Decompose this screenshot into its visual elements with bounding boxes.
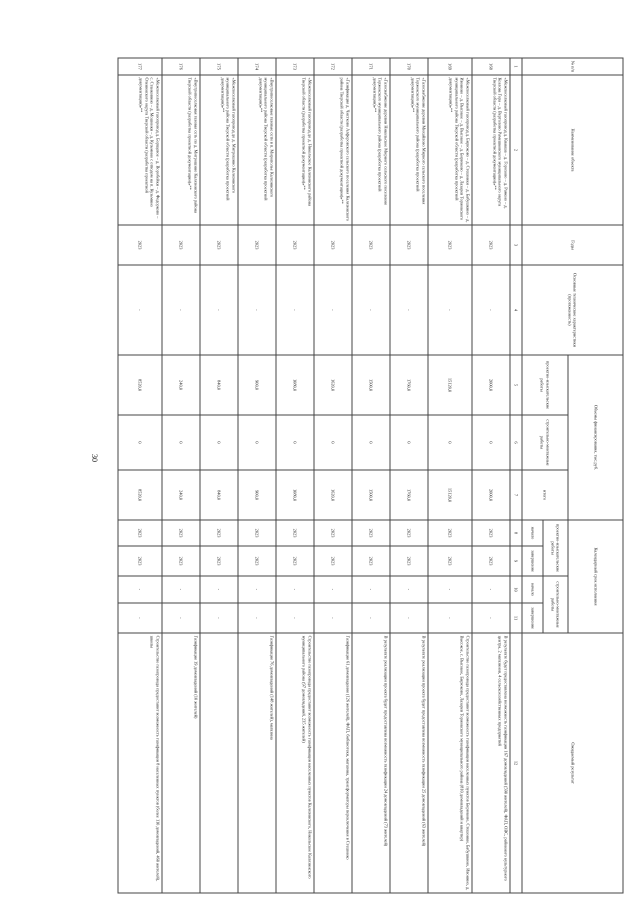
pir-end-cell: 2023 (238, 546, 276, 576)
header-no: № п/п (522, 58, 623, 75)
smr-start-cell: - (238, 576, 276, 603)
row-number-cell: 174 (238, 58, 276, 75)
design-cost-cell: 1760,0 (390, 355, 428, 415)
column-number: 12 (510, 633, 522, 893)
construction-cost-cell: 0 (162, 415, 200, 470)
pir-start-cell: 2023 (162, 520, 200, 546)
total-cost-cell: 240,0 (162, 470, 200, 520)
object-name-cell: «Межпоселковый газопровод д. Квакша – д. Горохово – д. Рамено – д. Козлова Гора – д. Вертолово Рамешковского муниципального округа Тверской области (разработка проектной документации)»** (472, 75, 510, 225)
object-name-cell: «Внутрипоселковые газовые сети в п. Мирополье Калязинского муниципального района Тверской области (разработка проектной документации)»** (238, 75, 276, 225)
smr-start-cell: - (200, 576, 238, 603)
pir-start-cell: 2023 (352, 520, 390, 546)
pir-end-cell: 2023 (472, 546, 510, 576)
specs-cell: - (390, 265, 428, 355)
table-row (162, 58, 200, 893)
specs-cell: - (472, 265, 510, 355)
row-number-cell: 173 (276, 58, 314, 75)
rotated-table-wrapper (118, 57, 623, 892)
header-smr-end: завершение (522, 603, 543, 633)
construction-cost-cell: 0 (276, 415, 314, 470)
pir-start-cell: 2023 (428, 520, 472, 546)
pir-start-cell: 2023 (118, 520, 162, 546)
header-years: Годы (522, 225, 623, 265)
smr-start-cell: - (428, 576, 472, 603)
design-cost-cell: 15120,0 (428, 355, 472, 415)
column-number: 8 (510, 520, 522, 546)
header-schedule: Календарный срок исполнения (568, 520, 623, 633)
pir-start-cell: 2023 (314, 520, 352, 546)
smr-start-cell: - (118, 576, 162, 603)
expected-result-cell (200, 633, 238, 893)
table-row (352, 58, 390, 893)
smr-end-cell: - (238, 603, 276, 633)
years-cell: 2023 (162, 225, 200, 265)
row-number-cell: 169 (428, 58, 472, 75)
table-row (472, 58, 510, 893)
table-row (390, 58, 428, 893)
construction-cost-cell: 0 (390, 415, 428, 470)
header-smr-start: начало (522, 576, 543, 603)
row-number-cell: 175 (200, 58, 238, 75)
smr-start-cell: - (472, 576, 510, 603)
expected-result-cell: В результате реализации проекта будет предоставлена возможность газификации 24 домовладений (73 жителей) (352, 633, 390, 893)
header-design-work: проектно-изыскательские работы (522, 355, 568, 415)
construction-cost-cell: 0 (472, 415, 510, 470)
pir-end-cell: 2023 (118, 546, 162, 576)
total-cost-cell: 15120,0 (428, 470, 472, 520)
column-number: 5 (510, 355, 522, 415)
construction-cost-cell: 0 (352, 415, 390, 470)
table-body (118, 58, 510, 893)
column-number: 10 (510, 576, 522, 603)
pir-start-cell: 2023 (200, 520, 238, 546)
total-cost-cell: 2000,0 (472, 470, 510, 520)
total-cost-cell: 1500,0 (352, 470, 390, 520)
investment-program-table (117, 57, 623, 893)
smr-start-cell: - (162, 576, 200, 603)
design-cost-cell: 1620,0 (314, 355, 352, 415)
design-cost-cell: 2000,0 (472, 355, 510, 415)
table-row (314, 58, 352, 893)
construction-cost-cell: 0 (200, 415, 238, 470)
column-number: 1 (510, 58, 522, 75)
object-name-cell: «Межпоселковый газопровод д. Бирюково – д. Стешонки – д. Бабушкино – д. Ивонино – д. Высокое – д. Высокое – д. Бирюково – д. Лазарев Торжокского муниципального района Тверской области (разработка проектной документации)»** (428, 75, 472, 225)
row-number-cell: 168 (472, 58, 510, 75)
construction-cost-cell: 0 (314, 415, 352, 470)
specs-cell: - (238, 265, 276, 355)
smr-end-cell: - (200, 603, 238, 633)
smr-start-cell: - (276, 576, 314, 603)
smr-end-cell: - (118, 603, 162, 633)
specs-cell: - (352, 265, 390, 355)
pir-end-cell: 2023 (162, 546, 200, 576)
pir-start-cell: 2023 (472, 520, 510, 546)
pir-end-cell: 2023 (428, 546, 472, 576)
total-cost-cell: 1620,0 (314, 470, 352, 520)
smr-end-cell: - (314, 603, 352, 633)
specs-cell: - (276, 265, 314, 355)
row-number-cell: 170 (390, 58, 428, 75)
smr-start-cell: - (390, 576, 428, 603)
column-number: 9 (510, 546, 522, 576)
years-cell: 2023 (428, 225, 472, 265)
expected-result-cell: В результате реализации проекта будет предоставлена возможность газификации 25 домовладений (63 жителей) (390, 633, 428, 893)
design-cost-cell: 840,0 (200, 355, 238, 415)
column-number: 3 (510, 225, 522, 265)
smr-end-cell: - (472, 603, 510, 633)
total-cost-cell: 1760,0 (390, 470, 428, 520)
pir-end-cell: 2023 (390, 546, 428, 576)
row-number-cell: 171 (352, 58, 390, 75)
smr-end-cell: - (428, 603, 472, 633)
total-cost-cell: 840,0 (200, 470, 238, 520)
design-cost-cell: 900,0 (238, 355, 276, 415)
header-result: Ожидаемый результат (522, 633, 623, 893)
total-cost-cell: 1080,0 (276, 470, 314, 520)
smr-start-cell: - (352, 576, 390, 603)
expected-result-cell: Строительство газопровода предоставит возможность газификации населенных пунктов Калязинского, Никольское Калязинского муниципального района (97 домовладений, 235 жителей) (276, 633, 314, 893)
years-cell: 2023 (472, 225, 510, 265)
header-pir-end: завершение (522, 546, 543, 576)
expected-result-cell: Газификация 19 домовладений (10 жителей) (162, 633, 200, 893)
specs-cell: - (118, 265, 162, 355)
header-construction-works: строительно-монтажные работы (543, 576, 568, 633)
table-row (276, 58, 314, 893)
design-cost-cell: 240,0 (162, 355, 200, 415)
column-number: 2 (510, 75, 522, 225)
smr-end-cell: - (276, 603, 314, 633)
smr-end-cell: - (352, 603, 390, 633)
specs-cell: - (200, 265, 238, 355)
table-row (238, 58, 276, 893)
row-number-cell: 176 (162, 58, 200, 75)
construction-cost-cell: 0 (238, 415, 276, 470)
years-cell: 2023 (238, 225, 276, 265)
specs-cell: - (428, 265, 472, 355)
expected-result-cell: Газификация 61 домовладения (126 жителей), ФАП, библиотеки, магазина, трансформаторы переключения в Стешонко (314, 633, 352, 893)
years-cell: 2023 (200, 225, 238, 265)
specs-cell: - (314, 265, 352, 355)
years-cell: 2023 (276, 225, 314, 265)
header-pir-start: начало (522, 520, 543, 546)
column-number: 11 (510, 603, 522, 633)
expected-result-cell: В результате будет предоставлена возможность газификации 167 домовладений (590 жителей), ФАП, ОВС, районного культурного центра, 2 магазинов, 4 сельскохозяйственных предприятий (472, 633, 510, 893)
column-numbers-row (510, 58, 522, 893)
smr-end-cell: - (162, 603, 200, 633)
years-cell: 2023 (352, 225, 390, 265)
specs-cell: - (162, 265, 200, 355)
construction-cost-cell: 0 (428, 415, 472, 470)
smr-end-cell: - (390, 603, 428, 633)
header-name: Наименование объекта (522, 75, 623, 225)
column-number: 6 (510, 415, 522, 470)
row-number-cell: 177 (118, 58, 162, 75)
object-name-cell: «Межпоселковый газопровод до д. Никольское Калязинского района Тверской области (разработка проектной документации)»** (276, 75, 314, 225)
pir-end-cell: 2023 (314, 546, 352, 576)
object-name-cell: «Газификация д. Чистково Алферовского сельского поселения Калязинского района Тверской области (разработка проектной документации)»** (314, 75, 352, 225)
header-specs: Основные технические характеристики (протяженность) (522, 265, 623, 355)
years-cell: 2023 (314, 225, 352, 265)
years-cell: 2023 (390, 225, 428, 265)
table-row (118, 58, 162, 893)
header-construction-work: строительно-монтажные работы (522, 415, 568, 470)
table-row (200, 58, 238, 893)
pir-end-cell: 2023 (276, 546, 314, 576)
design-cost-cell: 8520,0 (118, 355, 162, 415)
header-design-works: проектно-изыскательские работы (543, 520, 568, 576)
construction-cost-cell: 0 (118, 415, 162, 470)
total-cost-cell: 900,0 (238, 470, 276, 520)
expected-result-cell: Строительство газопровода предоставит возможность газификации 8 населенных пунктов (более 110 домовладений, 460 жителей), школы (118, 633, 162, 893)
expected-result-cell: Газификация 76 домовладений (148 жителей), магазина (238, 633, 276, 893)
table-row (428, 58, 472, 893)
row-number-cell: 172 (314, 58, 352, 75)
pir-start-cell: 2023 (390, 520, 428, 546)
document-sheet (118, 57, 623, 892)
column-number: 7 (510, 470, 522, 520)
smr-start-cell: - (314, 576, 352, 603)
total-cost-cell: 8520,0 (118, 470, 162, 520)
pir-start-cell: 2023 (238, 520, 276, 546)
years-cell: 2023 (118, 225, 162, 265)
pir-end-cell: 2023 (200, 546, 238, 576)
header-total: итого (522, 470, 568, 520)
object-name-cell: «Газоснабжение деревни Михайлово Мирного сельского поселения Торжокского муниципального района (разработка проектной документации)»** (390, 75, 428, 225)
object-name-cell: «Внутрипоселковая газовая сеть по д. Митрошино Калязинского района Тверской области (разработка проектной документации)»** (162, 75, 200, 225)
design-cost-cell: 1080,0 (276, 355, 314, 415)
header-funding: Объемы финансирования, тыс.руб. (568, 355, 623, 520)
pir-end-cell: 2023 (352, 546, 390, 576)
object-name-cell: «Межпоселковый газопровод до д. Митрошино Калязинского муниципального района Тверской области (разработка проектной документации)»** (200, 75, 238, 225)
page-number: 30 (90, 454, 99, 462)
column-number: 4 (510, 265, 522, 355)
object-name-cell: «Газоснабжение деревни Никольское Мирного сельского поселения Торжокского муниципального района (разработка проектной документации)»** (352, 75, 390, 225)
pir-start-cell: 2023 (276, 520, 314, 546)
object-name-cell: «Межпоселковый газопровод д. Борщевое – д. Воробейки – д. Федорково – с. Станковино – д. Мошонки – д. Кузьмино с отводом на п. Кузьмино Оленинского округа Тверской области (разработка проектной документации)»** (118, 75, 162, 225)
expected-result-cell: Строительство газопровода предоставит возможность газификации населенных пунктов Бирюково, Стешонки, Бабушкино, Ивонино, д. Высокое, с. Высокое, Бирюково, Лазарев Торжокского муниципального района (810 домовладений и квартир) (428, 633, 472, 893)
design-cost-cell: 1500,0 (352, 355, 390, 415)
